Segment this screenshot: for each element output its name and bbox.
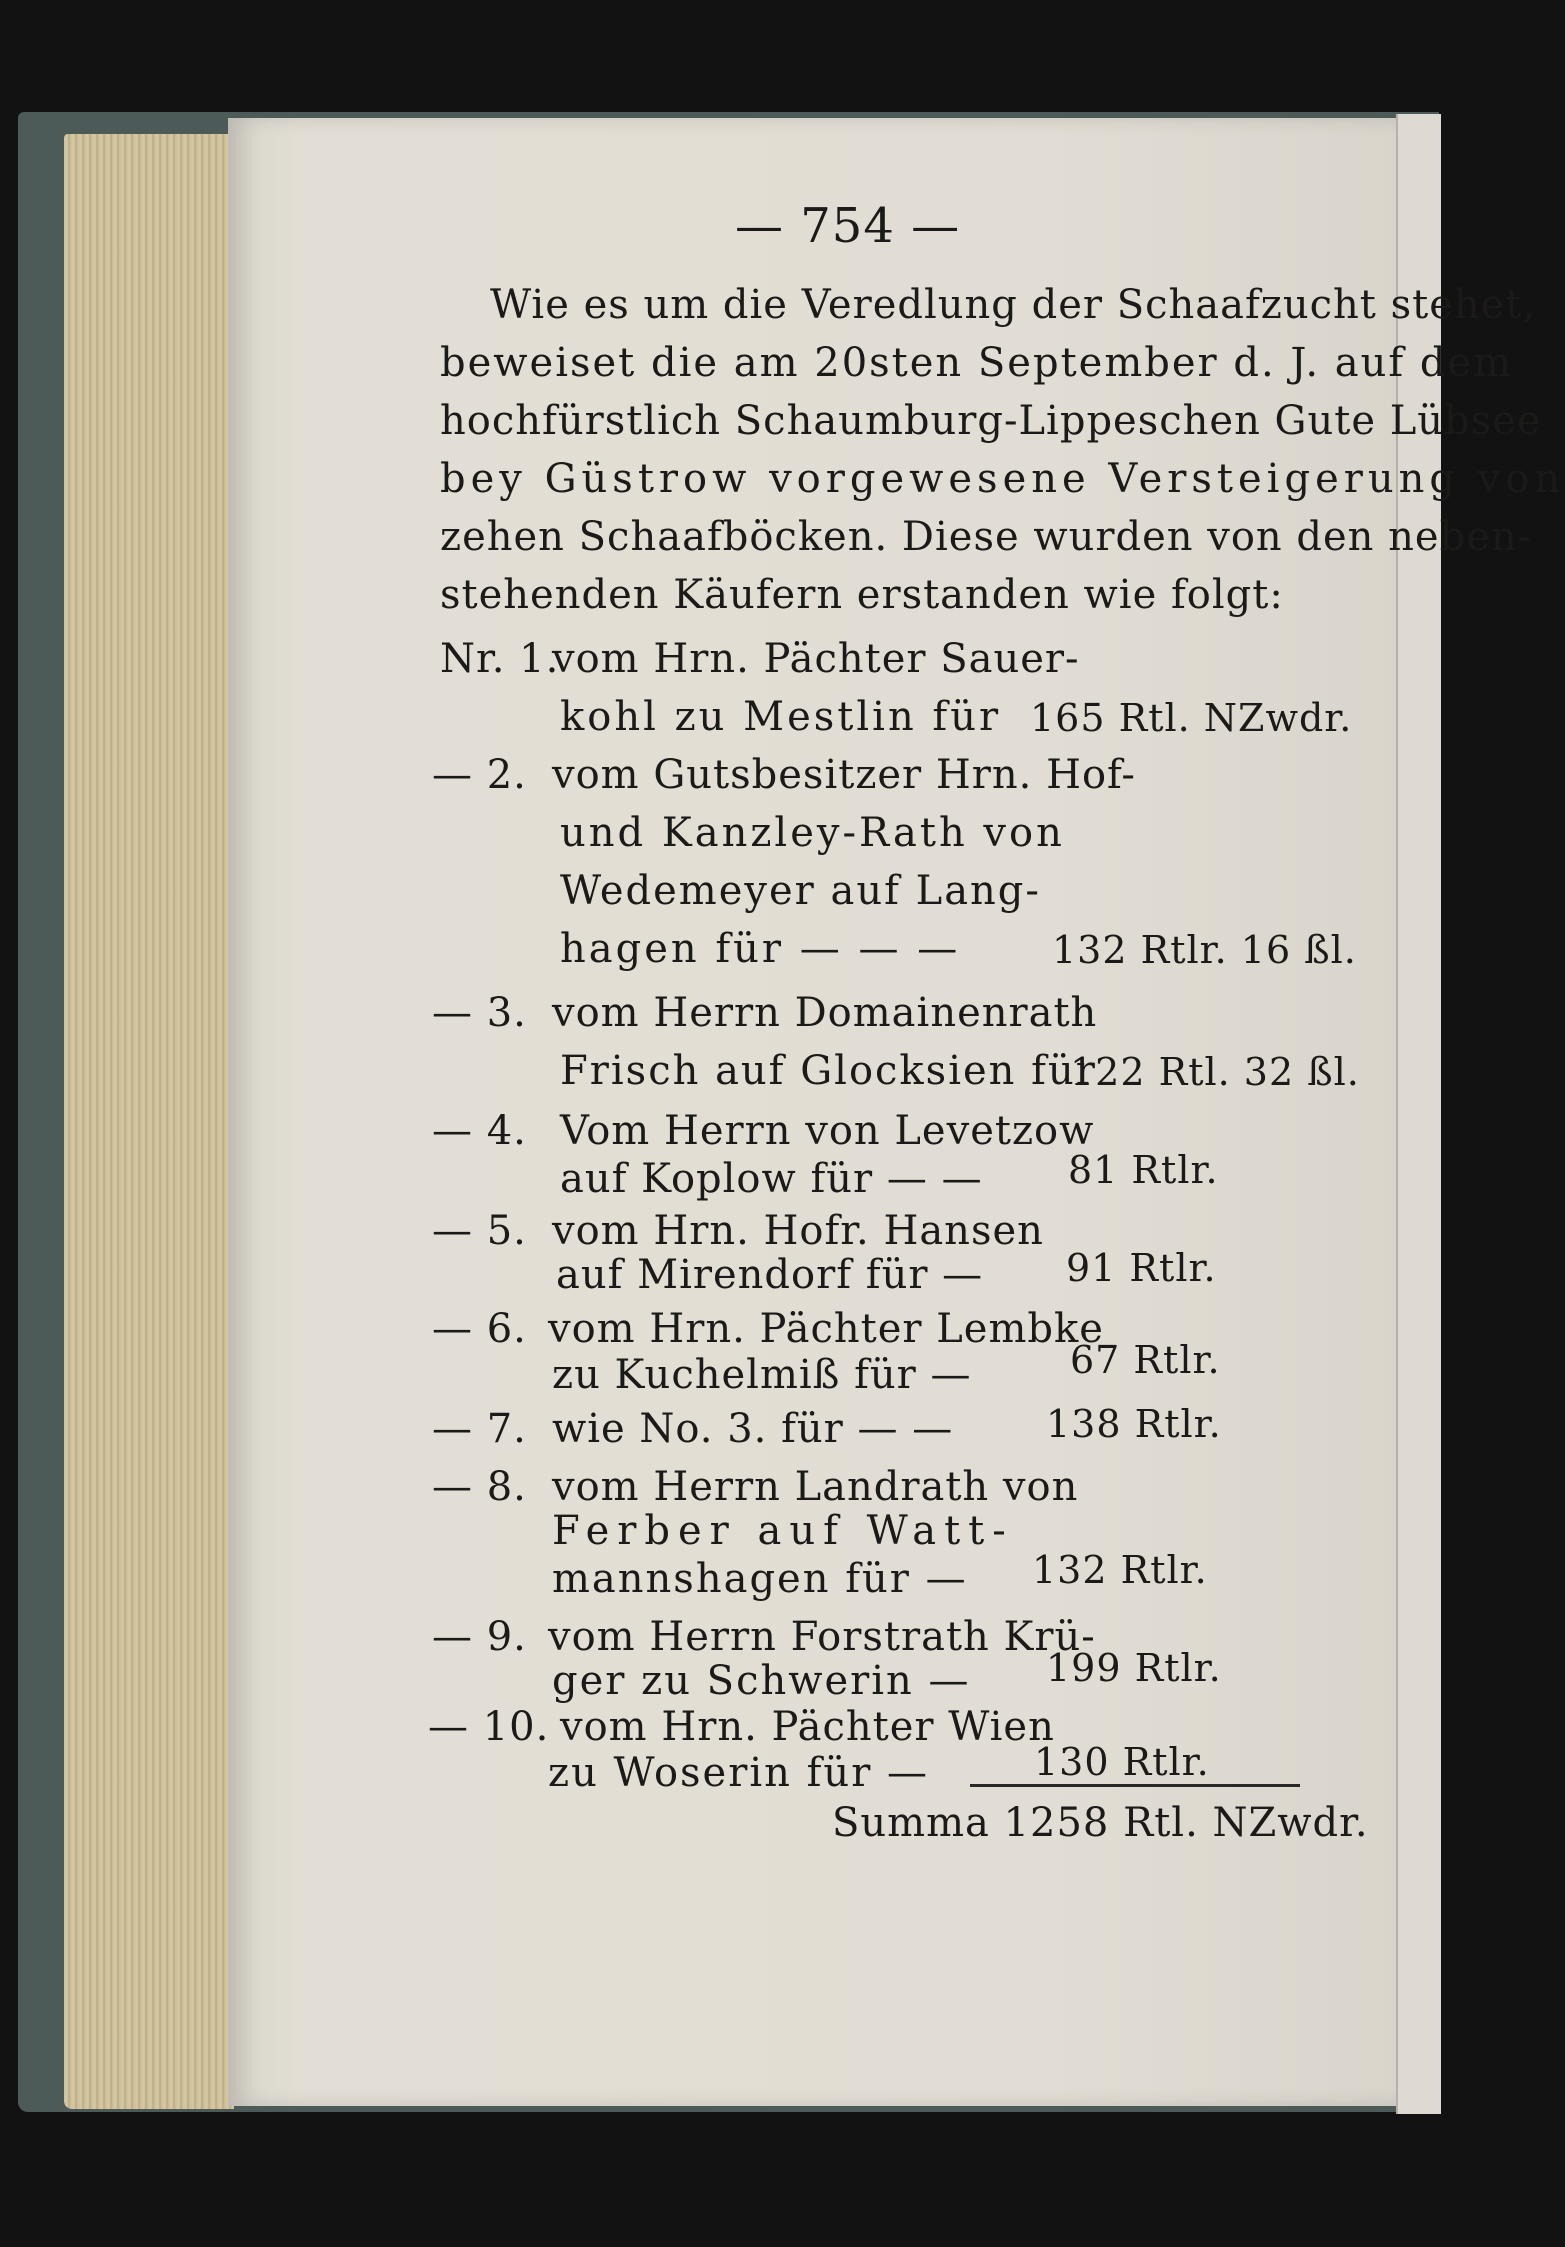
entry-line: vom Herrn Forstrath Krü-: [548, 1614, 1096, 1660]
total-line: Summa 1258 Rtl. NZwdr.: [832, 1800, 1369, 1846]
entry-line: vom Herrn Domainenrath: [552, 990, 1098, 1036]
entry-price: 132 Rtlr. 16 ßl.: [1052, 928, 1357, 972]
entry-line: mannshagen für —: [552, 1556, 968, 1602]
entry-price: 81 Rtlr.: [1068, 1148, 1219, 1192]
entry-number: — 2.: [432, 752, 527, 798]
intro-line: beweiset die am 20sten September d. J. auf dem: [440, 340, 1514, 386]
entry-number: — 7.: [432, 1406, 527, 1452]
entry-price: 132 Rtlr.: [1032, 1548, 1208, 1592]
entry-number: Nr. 1.: [440, 636, 560, 682]
entry-line: Ferber auf Watt-: [552, 1508, 1014, 1554]
sum-rule: [970, 1784, 1300, 1787]
entry-line: Vom Herrn von Levetzow: [560, 1108, 1095, 1154]
entry-line: vom Gutsbesitzer Hrn. Hof-: [552, 752, 1136, 798]
entry-line: und Kanzley-Rath von: [560, 810, 1065, 856]
page-number: — 754 —: [735, 198, 961, 254]
entry-line: Frisch auf Glocksien für: [560, 1048, 1097, 1094]
entry-price: 122 Rtl. 32 ßl.: [1070, 1050, 1360, 1094]
intro-line: zehen Schaafböcken. Diese wurden von den neben-: [440, 514, 1533, 560]
entry-price: 67 Rtlr.: [1070, 1338, 1221, 1382]
entry-price: 91 Rtlr.: [1066, 1246, 1217, 1290]
entry-line: vom Hrn. Pächter Lembke: [548, 1306, 1104, 1352]
page-edges: [64, 134, 234, 2109]
entry-price: 165 Rtl. NZwdr.: [1030, 696, 1353, 740]
entry-line: ger zu Schwerin —: [552, 1658, 971, 1704]
entry-line: auf Mirendorf für —: [556, 1252, 984, 1298]
intro-line: hochfürstlich Schaumburg-Lippeschen Gute Lübsee: [440, 398, 1542, 444]
entry-number: — 10.: [428, 1704, 550, 1750]
entry-line: zu Woserin für —: [548, 1750, 930, 1796]
entry-number: — 8.: [432, 1464, 527, 1510]
entry-number: — 9.: [432, 1614, 527, 1660]
intro-line: Wie es um die Veredlung der Schaafzucht stehet,: [490, 282, 1537, 328]
intro-line: bey Güstrow vorgewesene Versteigerung von: [440, 456, 1565, 502]
entry-line: vom Herrn Landrath von: [552, 1464, 1079, 1510]
entry-price: 138 Rtlr.: [1046, 1402, 1222, 1446]
entry-line: vom Hrn. Hofr. Hansen: [552, 1208, 1044, 1254]
entry-line: auf Koplow für — —: [560, 1156, 983, 1202]
entry-line: Wedemeyer auf Lang-: [560, 868, 1041, 914]
entry-number: — 3.: [432, 990, 527, 1036]
entry-price: 130 Rtlr.: [1034, 1740, 1210, 1784]
entry-number: — 6.: [432, 1306, 527, 1352]
entry-line: kohl zu Mestlin für: [560, 694, 1002, 740]
entry-line: zu Kuchelmiß für —: [552, 1352, 972, 1398]
entry-line: vom Hrn. Pächter Wien: [560, 1704, 1055, 1750]
entry-number: — 5.: [432, 1208, 527, 1254]
entry-line: wie No. 3. für — —: [552, 1406, 954, 1452]
intro-line: stehenden Käufern erstanden wie folgt:: [440, 572, 1284, 618]
entry-line: hagen für — — —: [560, 926, 961, 972]
entry-line: vom Hrn. Pächter Sauer-: [552, 636, 1080, 682]
entry-price: 199 Rtlr.: [1046, 1646, 1222, 1690]
entry-number: — 4.: [432, 1108, 527, 1154]
